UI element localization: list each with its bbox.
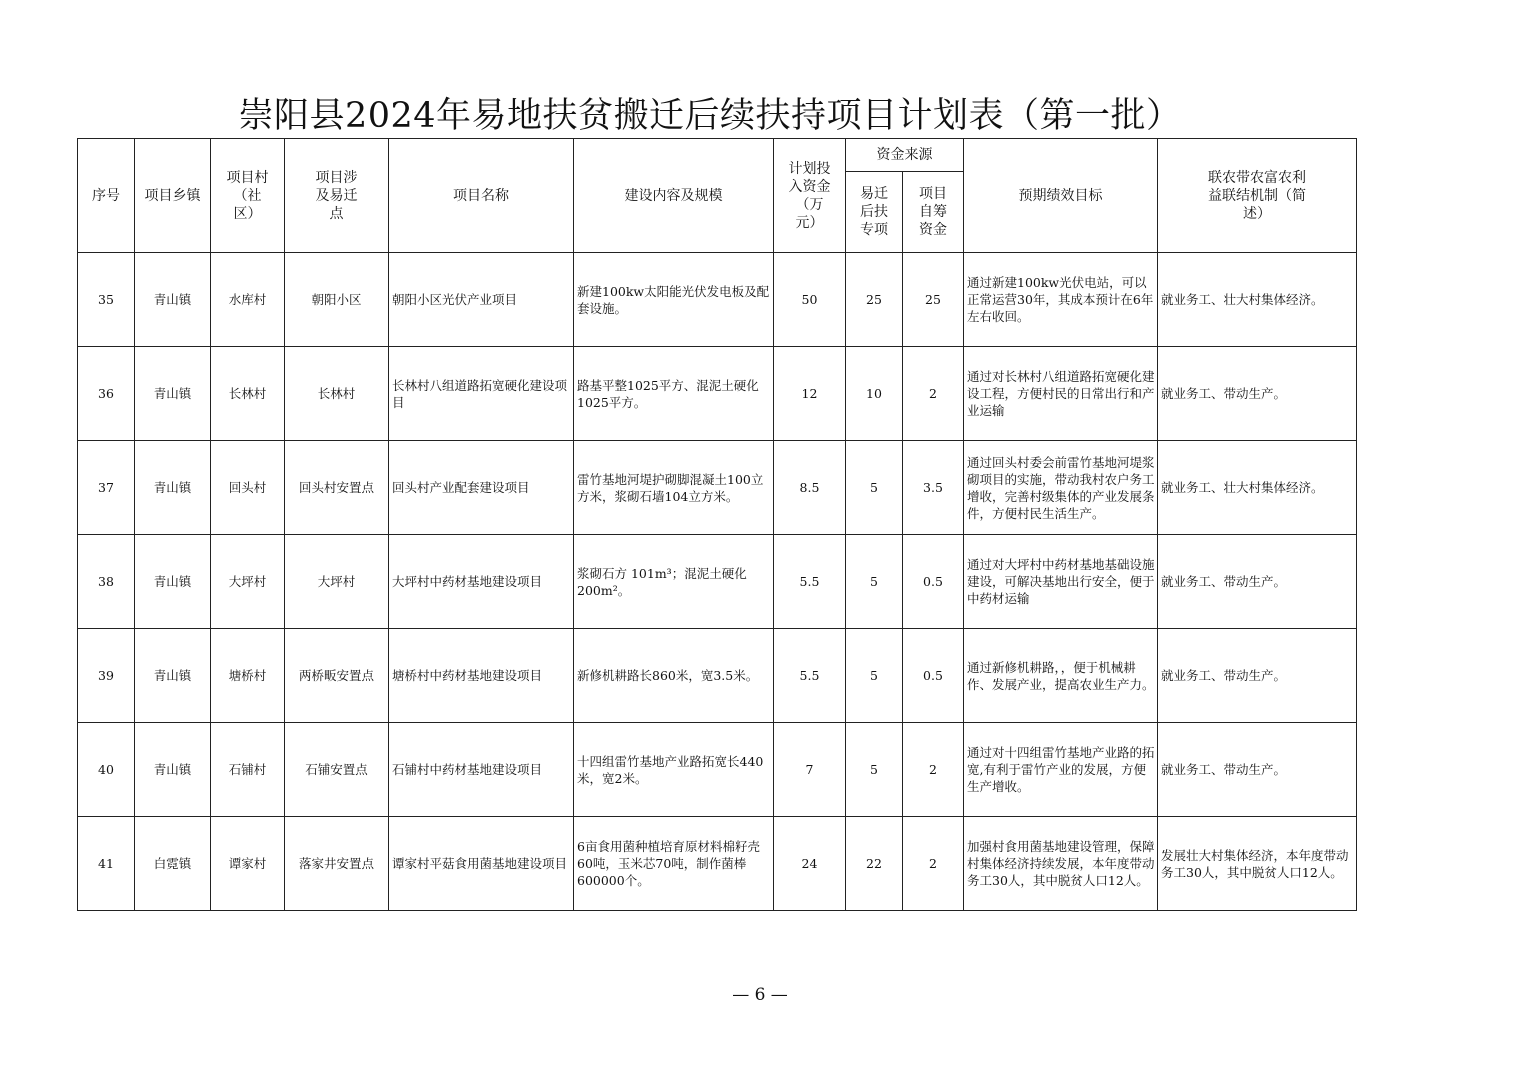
cell-town: 青山镇 <box>135 347 211 441</box>
cell-mechanism: 就业务工、带动生产。 <box>1158 535 1357 629</box>
header-goal: 预期绩效目标 <box>964 139 1158 253</box>
cell-goal: 通过新建100kw光伏电站，可以正常运营30年，其成本预计在6年左右收回。 <box>964 253 1158 347</box>
cell-name: 长林村八组道路拓宽硬化建设项目 <box>389 347 574 441</box>
cell-seq: 39 <box>78 629 135 723</box>
cell-content: 新建100kw太阳能光伏发电板及配套设施。 <box>574 253 774 347</box>
page-title: 崇阳县2024年易地扶贫搬迁后续扶持项目计划表（第一批） <box>238 96 1182 136</box>
cell-site: 大坪村 <box>285 535 389 629</box>
cell-self: 2 <box>903 347 964 441</box>
cell-town: 青山镇 <box>135 441 211 535</box>
table-row <box>78 441 1357 535</box>
cell-special: 5 <box>846 535 903 629</box>
header-village: 项目村（社区） <box>211 139 285 253</box>
cell-town: 青山镇 <box>135 535 211 629</box>
cell-self: 2 <box>903 723 964 817</box>
cell-seq: 41 <box>78 817 135 911</box>
cell-name: 塘桥村中药材基地建设项目 <box>389 629 574 723</box>
table-row <box>78 629 1357 723</box>
cell-site: 回头村安置点 <box>285 441 389 535</box>
header-seq: 序号 <box>78 139 135 253</box>
cell-town: 白霓镇 <box>135 817 211 911</box>
cell-invest: 7 <box>774 723 846 817</box>
cell-self: 0.5 <box>903 535 964 629</box>
header-town: 项目乡镇 <box>135 139 211 253</box>
cell-village: 水库村 <box>211 253 285 347</box>
cell-village: 长林村 <box>211 347 285 441</box>
table-row <box>78 817 1357 911</box>
cell-seq: 37 <box>78 441 135 535</box>
cell-site: 落家井安置点 <box>285 817 389 911</box>
cell-content: 新修机耕路长860米，宽3.5米。 <box>574 629 774 723</box>
cell-site: 两桥畈安置点 <box>285 629 389 723</box>
table-row <box>78 347 1357 441</box>
cell-goal: 通过对长林村八组道路拓宽硬化建设工程，方便村民的日常出行和产业运输 <box>964 347 1158 441</box>
table-row <box>78 253 1357 347</box>
cell-content: 雷竹基地河堤护砌脚混凝土100立方米，浆砌石墙104立方米。 <box>574 441 774 535</box>
cell-town: 青山镇 <box>135 253 211 347</box>
cell-village: 大坪村 <box>211 535 285 629</box>
cell-name: 石铺村中药材基地建设项目 <box>389 723 574 817</box>
header-mechanism: 联农带农富农利益联结机制（简述） <box>1158 139 1357 253</box>
cell-self: 0.5 <box>903 629 964 723</box>
header-name: 项目名称 <box>389 139 574 253</box>
cell-invest: 12 <box>774 347 846 441</box>
cell-name: 谭家村平菇食用菌基地建设项目 <box>389 817 574 911</box>
cell-mechanism: 就业务工、壮大村集体经济。 <box>1158 253 1357 347</box>
cell-mechanism: 就业务工、带动生产。 <box>1158 723 1357 817</box>
header-invest: 计划投入资金（万元） <box>774 139 846 253</box>
header-fund-self: 项目自筹资金 <box>903 172 964 253</box>
cell-village: 石铺村 <box>211 723 285 817</box>
cell-goal: 通过新修机耕路，，便于机械耕作、发展产业，提高农业生产力。 <box>964 629 1158 723</box>
cell-mechanism: 就业务工、壮大村集体经济。 <box>1158 441 1357 535</box>
header-content: 建设内容及规模 <box>574 139 774 253</box>
cell-invest: 5.5 <box>774 535 846 629</box>
cell-self: 3.5 <box>903 441 964 535</box>
table-row <box>78 723 1357 817</box>
cell-seq: 38 <box>78 535 135 629</box>
cell-mechanism: 发展壮大村集体经济，本年度带动务工30人，其中脱贫人口12人。 <box>1158 817 1357 911</box>
cell-village: 回头村 <box>211 441 285 535</box>
project-table <box>77 138 1357 911</box>
cell-special: 10 <box>846 347 903 441</box>
cell-special: 5 <box>846 629 903 723</box>
cell-town: 青山镇 <box>135 723 211 817</box>
cell-seq: 36 <box>78 347 135 441</box>
cell-mechanism: 就业务工、带动生产。 <box>1158 347 1357 441</box>
cell-invest: 8.5 <box>774 441 846 535</box>
cell-goal: 通过对十四组雷竹基地产业路的拓宽,有利于雷竹产业的发展，方便生产增收。 <box>964 723 1158 817</box>
table-row <box>78 535 1357 629</box>
cell-content: 路基平整1025平方、混泥土硬化1025平方。 <box>574 347 774 441</box>
cell-special: 22 <box>846 817 903 911</box>
header-fund-special: 易迁后扶专项 <box>846 172 903 253</box>
cell-special: 25 <box>846 253 903 347</box>
cell-town: 青山镇 <box>135 629 211 723</box>
cell-goal: 通过对大坪村中药材基地基础设施建设，可解决基地出行安全，便于中药材运输 <box>964 535 1158 629</box>
cell-name: 朝阳小区光伏产业项目 <box>389 253 574 347</box>
cell-village: 谭家村 <box>211 817 285 911</box>
cell-content: 6亩食用菌种植培育原材料棉籽壳60吨，玉米芯70吨，制作菌棒600000个。 <box>574 817 774 911</box>
cell-site: 朝阳小区 <box>285 253 389 347</box>
cell-seq: 35 <box>78 253 135 347</box>
cell-name: 大坪村中药材基地建设项目 <box>389 535 574 629</box>
cell-goal: 通过回头村委会前雷竹基地河堤浆砌项目的实施，带动我村农户务工增收，完善村级集体的产业发展条件，方便村民生活生产。 <box>964 441 1158 535</box>
cell-special: 5 <box>846 723 903 817</box>
page-number: — 6 — <box>732 985 788 1005</box>
cell-mechanism: 就业务工、带动生产。 <box>1158 629 1357 723</box>
cell-self: 2 <box>903 817 964 911</box>
cell-invest: 50 <box>774 253 846 347</box>
cell-invest: 24 <box>774 817 846 911</box>
cell-invest: 5.5 <box>774 629 846 723</box>
cell-site: 石铺安置点 <box>285 723 389 817</box>
cell-content: 浆砌石方 101m³；混泥土硬化200m²。 <box>574 535 774 629</box>
cell-site: 长林村 <box>285 347 389 441</box>
cell-name: 回头村产业配套建设项目 <box>389 441 574 535</box>
cell-village: 塘桥村 <box>211 629 285 723</box>
cell-special: 5 <box>846 441 903 535</box>
cell-seq: 40 <box>78 723 135 817</box>
header-fund-source: 资金来源 <box>846 139 964 172</box>
header-site: 项目涉及易迁点 <box>285 139 389 253</box>
cell-goal: 加强村食用菌基地建设管理，保障村集体经济持续发展，本年度带动务工30人，其中脱贫人口12人。 <box>964 817 1158 911</box>
cell-self: 25 <box>903 253 964 347</box>
cell-content: 十四组雷竹基地产业路拓宽长440米，宽2米。 <box>574 723 774 817</box>
